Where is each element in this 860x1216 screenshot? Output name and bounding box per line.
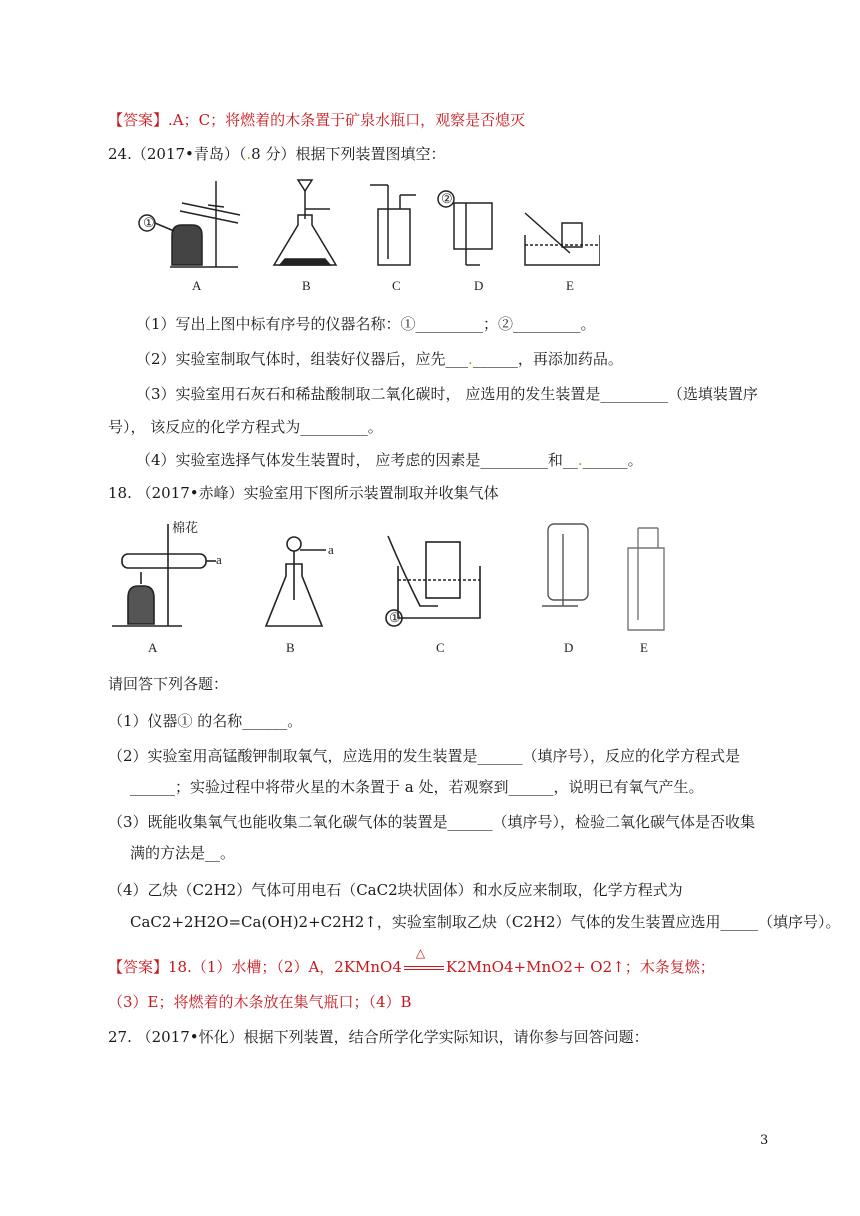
apparatus-b — [266, 537, 326, 626]
q27-title: 27. （2017•怀化）根据下列装置，结合所学化学实际知识，请你参与回答问题： — [108, 1028, 649, 1046]
apparatus-e — [628, 528, 664, 630]
heat-triangle: △ — [415, 946, 426, 960]
q18-intro: 请回答下列各题： — [108, 675, 229, 693]
svg-text:①: ① — [143, 215, 155, 230]
q18-part4-line1: （4）乙炔（C2H2）气体可用电石（CaC2块状固体）和水反应来制取，化学方程式为 — [108, 881, 683, 899]
q24-part1: （1）写出上图中标有序号的仪器名称：①_________；②_________。 — [136, 315, 596, 333]
q18-part2-line1: （2）实验室用高锰酸钾制取氧气，应选用的发生装置是______（填序号），反应的化学方程式是 — [108, 747, 741, 765]
svg-text:a: a — [328, 542, 334, 557]
q18-part3-line1: （3）既能收集氧气也能收集二氧化碳气体的装置是______（填序号），检验二氧化碳气体是否收集 — [108, 813, 756, 831]
svg-text:A: A — [192, 278, 202, 293]
q24-apparatus-figure — [130, 175, 600, 295]
svg-text:C: C — [436, 640, 445, 655]
answer-tag: 【答案】 — [108, 111, 169, 129]
svg-text:A: A — [148, 640, 158, 655]
svg-text:D: D — [474, 278, 484, 293]
previous-answer — [108, 110, 525, 130]
svg-text:①: ① — [389, 610, 401, 625]
svg-text:棉花: 棉花 — [172, 520, 199, 535]
q18-answer-line2: （3）E；将燃着的木条放在集气瓶口；（4）B — [108, 993, 412, 1011]
answer-text: .A；C；将燃着的木条置于矿泉水瓶口，观察是否熄灭 — [168, 111, 526, 129]
q24-part4: （4）实验室选择气体发生装置时， 应考虑的因素是_________和__.______。 — [136, 451, 643, 469]
q18-part3-line2: 满的方法是__。 — [130, 844, 236, 862]
apparatus-e — [525, 213, 600, 265]
apparatus-c — [370, 185, 416, 265]
answer-tag: 【答案】 — [108, 958, 169, 976]
svg-text:C: C — [392, 278, 401, 293]
apparatus-a — [112, 524, 216, 626]
q18-part1: （1）仪器① 的名称______。 — [108, 712, 303, 730]
svg-text:E: E — [566, 278, 574, 293]
svg-text:B: B — [302, 278, 311, 293]
svg-text:②: ② — [441, 191, 453, 206]
q24-part3-line2: 号）， 该反应的化学方程式为_________。 — [108, 418, 383, 436]
q18-answer-line1: 【答案】18.（1）水槽；（2）A，2KMnO4 △ K2MnO4+MnO2+ O2↑；木条复燃； — [108, 957, 715, 977]
apparatus-d — [542, 524, 588, 606]
svg-text:B: B — [286, 640, 295, 655]
q18-part4-line2: CaC2+2H2O=Ca(OH)2+C2H2↑，实验室制取乙炔（C2H2）气体的发生装置应选用_____（填序号）。 — [130, 913, 841, 931]
q24-part2: （2）实验室制取气体时，组装好仪器后，应先___.______，再添加药品。 — [136, 350, 623, 368]
apparatus-b — [274, 180, 336, 265]
page-number: 3 — [760, 1133, 769, 1148]
svg-text:a: a — [216, 552, 222, 567]
q24-part3-line1: （3）实验室用石灰石和稀盐酸制取二氧化碳时， 应选用的发生装置是_________（选填装置序 — [136, 385, 758, 403]
heat-equals-sign — [402, 946, 446, 977]
q18-title: 18. （2017•赤峰）实验室用下图所示装置制取并收集气体 — [108, 484, 499, 502]
q18-part2-line2: ______；实验过程中将带火星的木条置于 a 处，若观察到______，说明已有氧气产生。 — [130, 778, 704, 796]
svg-text:E: E — [640, 640, 648, 655]
q18-apparatus-figure — [108, 514, 698, 660]
q24-title: 24.（2017•青岛）（.8 分）根据下列装置图填空： — [108, 145, 446, 163]
svg-text:D: D — [564, 640, 574, 655]
